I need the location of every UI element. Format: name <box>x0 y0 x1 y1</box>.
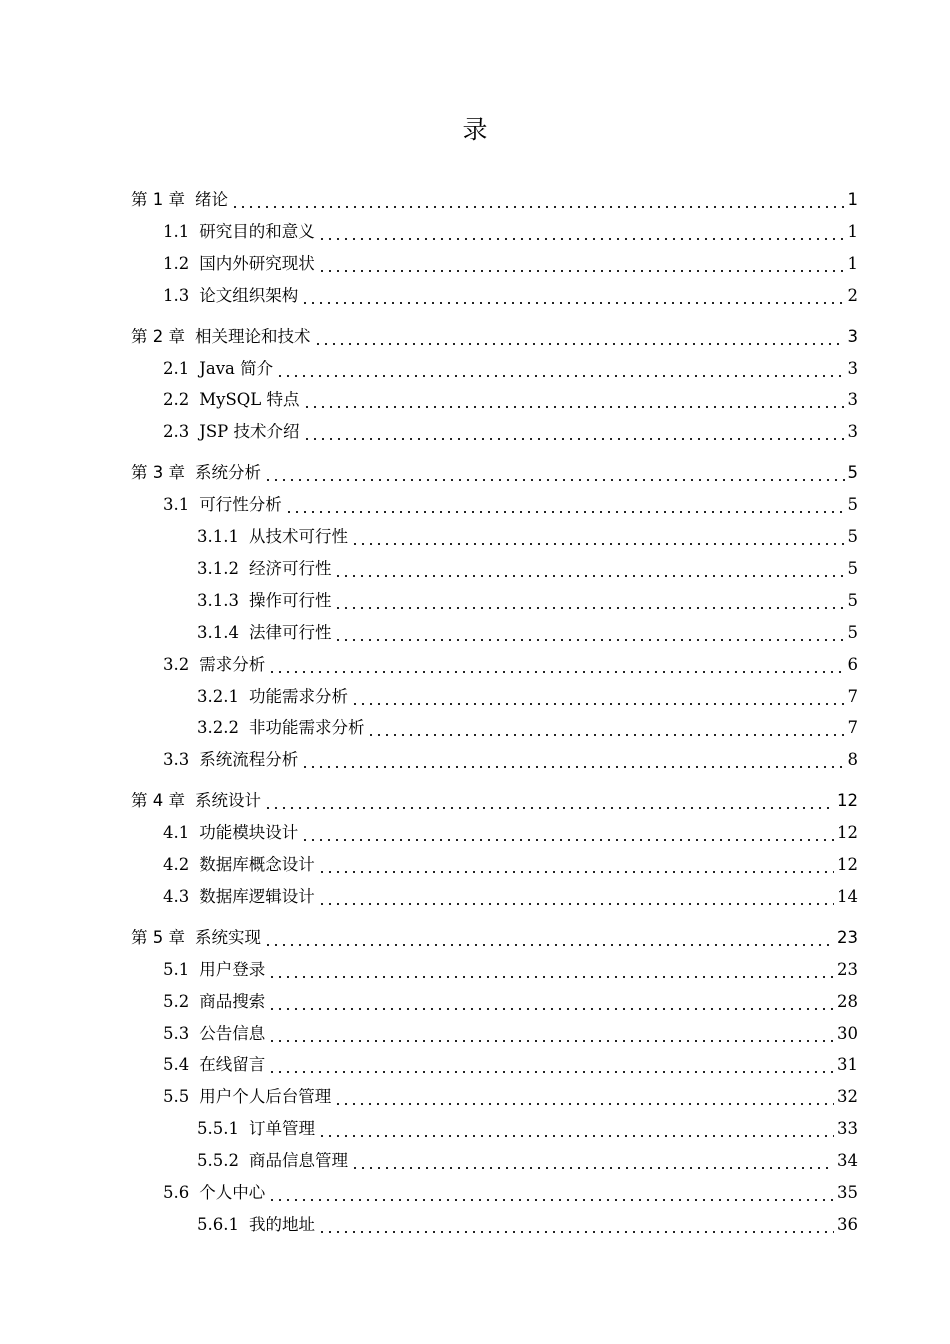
toc-chapter-entry[interactable] <box>0 451 858 483</box>
toc-entry-page-number: 5 <box>847 558 858 578</box>
toc-section-entry[interactable] <box>0 410 858 442</box>
dot-leader <box>268 655 844 675</box>
toc-entry-number: 1.2 <box>163 253 190 273</box>
dot-leader <box>231 190 845 210</box>
dot-leader <box>318 1119 834 1139</box>
toc-entry-page-number: 33 <box>837 1119 858 1139</box>
dot-leader <box>264 791 834 811</box>
toc-subsection-entry[interactable] <box>0 1107 858 1139</box>
toc-entry-label: 系统设计 <box>195 791 261 811</box>
toc-entry-number: 1.3 <box>163 285 190 305</box>
toc-entry-number: 3.1.4 <box>197 622 239 642</box>
dot-leader <box>301 823 834 843</box>
toc-entry-number: 第 5 章 <box>131 927 185 947</box>
toc-entry-label: JSP 技术介绍 <box>199 422 300 442</box>
toc-entry-number: 第 2 章 <box>131 326 185 346</box>
dot-leader <box>318 222 845 242</box>
dot-leader <box>334 559 844 579</box>
dot-leader <box>351 527 845 547</box>
toc-subsection-entry[interactable] <box>0 611 858 643</box>
toc-entry-page-number: 23 <box>837 959 858 979</box>
toc-entry-number: 4.2 <box>163 855 190 874</box>
toc-entry-page-number: 12 <box>837 791 858 811</box>
toc-entry-label: 法律可行性 <box>248 622 332 642</box>
toc-subsection-entry[interactable] <box>0 1203 858 1235</box>
dot-leader <box>318 254 845 274</box>
toc-entry-page-number: 5 <box>847 527 858 546</box>
toc-entry-page-number: 14 <box>837 886 858 906</box>
toc-entry-page-number: 5 <box>847 622 858 642</box>
toc-section-entry[interactable] <box>0 980 858 1012</box>
toc-entry-page-number: 1 <box>847 190 858 209</box>
toc-entry-number: 2.2 <box>163 390 190 410</box>
toc-entry-number: 5.2 <box>163 991 190 1011</box>
toc-section-entry[interactable] <box>0 643 858 675</box>
toc-entry-label: 公告信息 <box>199 1023 266 1043</box>
toc-entry-page-number: 31 <box>837 1055 858 1075</box>
dot-leader <box>367 718 844 738</box>
toc-entry-number: 5.6 <box>163 1183 190 1202</box>
toc-entry-label: 绪论 <box>195 190 228 209</box>
toc-entry-number: 1.1 <box>163 221 190 241</box>
toc-subsection-entry[interactable] <box>0 547 858 579</box>
toc-entry-page-number: 5 <box>847 590 858 610</box>
toc-entry-page-number: 7 <box>847 718 858 738</box>
toc-entry-page-number: 3 <box>847 390 858 410</box>
dot-leader <box>268 960 834 980</box>
toc-entry-label: 用户个人后台管理 <box>199 1087 332 1107</box>
toc-entry-label: 可行性分析 <box>199 495 282 515</box>
dot-leader <box>285 495 845 515</box>
toc-entry-number: 第 4 章 <box>131 791 185 811</box>
toc-entry-number: 2.1 <box>163 358 190 378</box>
toc-chapter-entry[interactable] <box>0 178 858 210</box>
toc-entry-label: 系统流程分析 <box>199 750 299 770</box>
toc-entry-page-number: 3 <box>847 422 858 442</box>
toc-entry-label: 国内外研究现状 <box>199 253 315 273</box>
toc-entry-label: 在线留言 <box>199 1055 266 1075</box>
toc-entry-page-number: 3 <box>847 326 858 346</box>
dot-leader <box>318 855 834 875</box>
toc-entry-page-number: 3 <box>847 358 858 378</box>
toc-section-entry[interactable] <box>0 738 858 770</box>
dot-leader <box>268 992 834 1012</box>
toc-entry-label: 研究目的和意义 <box>199 221 315 241</box>
toc-entry-page-number: 28 <box>837 991 858 1011</box>
toc-entry-label: 论文组织架构 <box>199 285 299 305</box>
toc-entry-number: 3.1 <box>163 495 190 515</box>
toc-section-entry[interactable] <box>0 242 858 274</box>
toc-entry-number: 3.2 <box>163 654 190 674</box>
toc-entry-page-number: 36 <box>837 1214 858 1234</box>
dot-leader <box>351 1151 834 1171</box>
dot-leader <box>264 463 845 483</box>
toc-entry-page-number: 12 <box>837 823 858 843</box>
toc-entry-number: 2.3 <box>163 422 190 442</box>
toc-entry-page-number: 1 <box>847 221 858 241</box>
toc-entry-number: 第 3 章 <box>131 463 185 483</box>
toc-entry-label: 操作可行性 <box>248 590 332 610</box>
toc-entry-label: 功能模块设计 <box>199 823 299 843</box>
toc-section-entry[interactable] <box>0 378 858 410</box>
toc-entry-page-number: 5 <box>847 463 858 483</box>
toc-entry-label: 个人中心 <box>199 1183 266 1202</box>
toc-entry-label: 相关理论和技术 <box>195 326 311 346</box>
toc-entry-label: 从技术可行性 <box>248 527 348 546</box>
toc-entry-page-number: 12 <box>837 855 858 874</box>
dot-leader <box>268 1055 834 1075</box>
toc-entry-number: 第 1 章 <box>131 190 185 209</box>
toc-entry-page-number: 1 <box>847 253 858 273</box>
page-title: 录 <box>462 115 488 144</box>
toc-entry-number: 3.2.2 <box>197 718 239 738</box>
toc-subsection-entry[interactable] <box>0 1139 858 1171</box>
toc-entry-page-number: 34 <box>837 1151 858 1171</box>
toc-subsection-entry[interactable] <box>0 579 858 611</box>
dot-leader <box>268 1024 834 1044</box>
toc-entry-label: 非功能需求分析 <box>248 718 365 738</box>
toc-entry-label: 商品信息管理 <box>248 1151 348 1171</box>
toc-subsection-entry[interactable] <box>0 675 858 707</box>
toc-entry-page-number: 2 <box>847 285 858 305</box>
toc-entry-number: 5.6.1 <box>197 1214 239 1234</box>
toc-entry-label: 订单管理 <box>248 1119 315 1139</box>
toc-entry-number: 5.3 <box>163 1023 190 1043</box>
toc-entry-label: 经济可行性 <box>248 558 332 578</box>
toc-entry-page-number: 6 <box>847 654 858 674</box>
toc-subsection-entry[interactable] <box>0 515 858 547</box>
toc-chapter-entry[interactable] <box>0 779 858 811</box>
toc-section-entry[interactable] <box>0 347 858 379</box>
toc-section-entry[interactable] <box>0 875 858 907</box>
dot-leader <box>276 359 844 379</box>
toc-section-entry[interactable] <box>0 274 858 306</box>
dot-leader <box>334 591 844 611</box>
toc-entry-number: 3.2.1 <box>197 686 239 706</box>
toc-subsection-entry[interactable] <box>0 706 858 738</box>
toc-entry-label: 系统分析 <box>195 463 261 483</box>
toc-entry-number: 4.1 <box>163 823 190 843</box>
toc-entry-page-number: 7 <box>847 686 858 706</box>
toc-entry-page-number: 30 <box>837 1023 858 1043</box>
dot-leader <box>334 1087 834 1107</box>
toc-section-entry[interactable] <box>0 843 858 875</box>
dot-leader <box>351 687 845 707</box>
toc-entry-number: 3.1.3 <box>197 590 239 610</box>
toc-entry-label: MySQL 特点 <box>199 390 300 410</box>
dot-leader <box>318 1215 834 1235</box>
toc-entry-label: 功能需求分析 <box>248 686 348 706</box>
toc-entry-label: Java 简介 <box>199 358 274 378</box>
toc-entry-label: 商品搜索 <box>199 991 266 1011</box>
toc-section-entry[interactable] <box>0 483 858 515</box>
toc-entry-number: 5.5 <box>163 1087 190 1107</box>
dot-leader <box>268 1183 834 1203</box>
dot-leader <box>318 887 834 907</box>
toc-entry-label: 数据库概念设计 <box>199 855 315 874</box>
toc-entry-page-number: 23 <box>837 927 858 947</box>
toc-entry-page-number: 5 <box>847 495 858 515</box>
toc-section-entry[interactable] <box>0 210 858 242</box>
toc-entry-number: 5.5.1 <box>197 1119 239 1139</box>
dot-leader <box>314 327 845 347</box>
toc-entry-label: 用户登录 <box>199 959 266 979</box>
toc-chapter-entry[interactable] <box>0 315 858 347</box>
toc-section-entry[interactable] <box>0 1075 858 1107</box>
toc-entry-number: 3.1.1 <box>197 527 239 546</box>
dot-leader <box>303 422 845 442</box>
dot-leader <box>303 390 845 410</box>
dot-leader <box>264 928 834 948</box>
toc-entry-page-number: 8 <box>847 750 858 770</box>
toc-section-entry[interactable] <box>0 811 858 843</box>
toc-entry-number: 5.1 <box>163 959 190 979</box>
toc-entry-label: 系统实现 <box>195 927 261 947</box>
toc-entry-number: 5.4 <box>163 1055 190 1075</box>
toc-chapter-entry[interactable] <box>0 916 858 948</box>
toc-entry-label: 我的地址 <box>248 1214 315 1234</box>
toc-entry-page-number: 32 <box>837 1087 858 1107</box>
toc-entry-number: 5.5.2 <box>197 1151 239 1171</box>
toc-entry-number: 3.3 <box>163 750 190 770</box>
toc-section-entry[interactable] <box>0 1171 858 1203</box>
toc-entry-number: 4.3 <box>163 886 190 906</box>
dot-leader <box>301 286 844 306</box>
toc-entry-number: 3.1.2 <box>197 558 239 578</box>
toc-entry-label: 需求分析 <box>199 654 266 674</box>
toc-entry-page-number: 35 <box>837 1183 858 1202</box>
dot-leader <box>334 623 844 643</box>
toc-section-entry[interactable] <box>0 1012 858 1044</box>
toc-entry-label: 数据库逻辑设计 <box>199 886 315 906</box>
toc-section-entry[interactable] <box>0 1043 858 1075</box>
dot-leader <box>301 750 844 770</box>
toc-section-entry[interactable] <box>0 948 858 980</box>
